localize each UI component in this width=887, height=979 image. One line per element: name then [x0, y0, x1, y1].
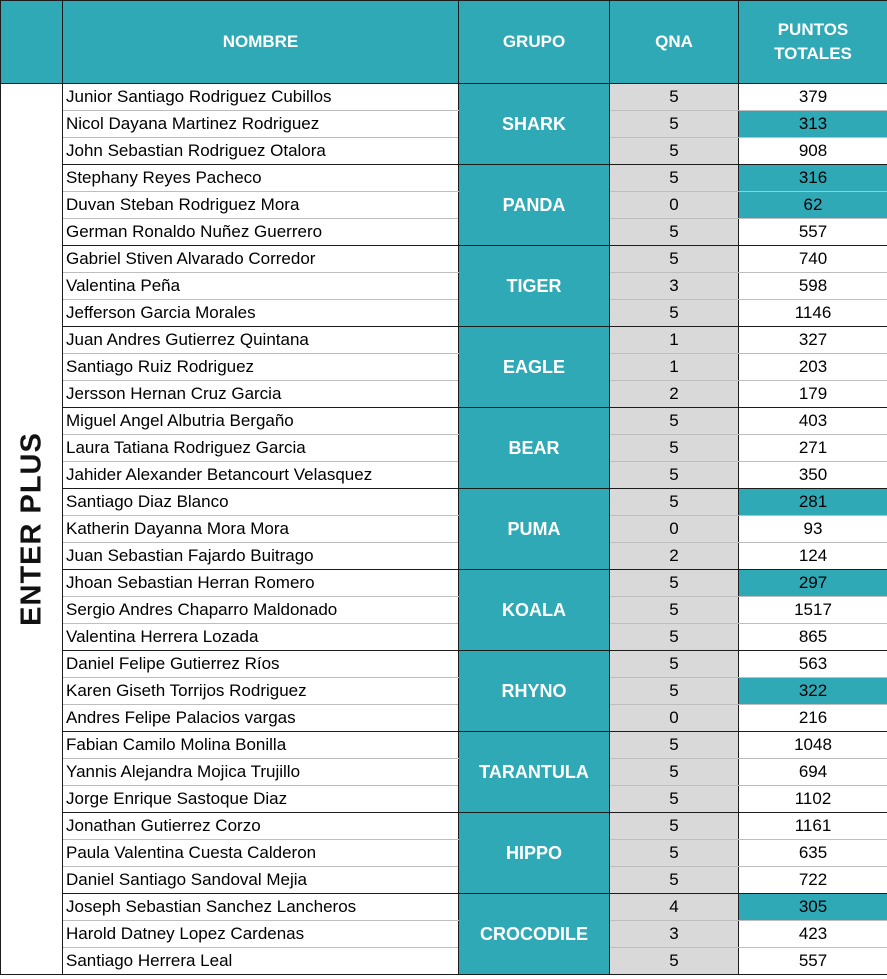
table-row	[1, 759, 887, 786]
member-qna: 0	[610, 192, 739, 219]
member-points: 305	[739, 894, 887, 921]
table-body	[1, 84, 887, 975]
member-points: 740	[739, 246, 887, 273]
member-points: 1102	[739, 786, 887, 813]
group-name: TIGER	[459, 246, 610, 327]
table-row	[1, 192, 887, 219]
member-points: 316	[739, 165, 887, 192]
table-row	[1, 813, 887, 840]
member-name: Junior Santiago Rodriguez Cubillos	[63, 84, 459, 111]
member-points: 635	[739, 840, 887, 867]
member-qna: 5	[610, 948, 739, 975]
member-name: Andres Felipe Palacios vargas	[63, 705, 459, 732]
member-qna: 5	[610, 597, 739, 624]
table-row	[1, 435, 887, 462]
table-row	[1, 489, 887, 516]
group-name: HIPPO	[459, 813, 610, 894]
member-qna: 5	[610, 732, 739, 759]
member-name: Harold Datney Lopez Cardenas	[63, 921, 459, 948]
member-points: 722	[739, 867, 887, 894]
member-points: 297	[739, 570, 887, 597]
member-qna: 5	[610, 165, 739, 192]
member-qna: 5	[610, 300, 739, 327]
table-row	[1, 381, 887, 408]
table-row	[1, 138, 887, 165]
group-name: BEAR	[459, 408, 610, 489]
member-qna: 5	[610, 219, 739, 246]
member-qna: 5	[610, 678, 739, 705]
member-qna: 5	[610, 813, 739, 840]
member-qna: 5	[610, 111, 739, 138]
member-name: Valentina Peña	[63, 273, 459, 300]
member-points: 350	[739, 462, 887, 489]
table-row	[1, 570, 887, 597]
member-points: 1146	[739, 300, 887, 327]
table-row	[1, 894, 887, 921]
member-qna: 3	[610, 273, 739, 300]
member-points: 93	[739, 516, 887, 543]
table-row	[1, 678, 887, 705]
member-name: Valentina Herrera Lozada	[63, 624, 459, 651]
table-row	[1, 651, 887, 678]
member-name: Jahider Alexander Betancourt Velasquez	[63, 462, 459, 489]
table-row	[1, 246, 887, 273]
member-qna: 2	[610, 381, 739, 408]
table-row	[1, 219, 887, 246]
member-name: Joseph Sebastian Sanchez Lancheros	[63, 894, 459, 921]
member-points: 379	[739, 84, 887, 111]
member-points: 557	[739, 948, 887, 975]
member-name: Stephany Reyes Pacheco	[63, 165, 459, 192]
header-nombre: NOMBRE	[63, 1, 459, 84]
member-name: Duvan Steban Rodriguez Mora	[63, 192, 459, 219]
member-points: 281	[739, 489, 887, 516]
member-qna: 5	[610, 138, 739, 165]
group-name: KOALA	[459, 570, 610, 651]
member-points: 62	[739, 192, 887, 219]
table-row	[1, 867, 887, 894]
member-qna: 4	[610, 894, 739, 921]
member-name: Jorge Enrique Sastoque Diaz	[63, 786, 459, 813]
member-name: Daniel Felipe Gutierrez Ríos	[63, 651, 459, 678]
member-qna: 1	[610, 327, 739, 354]
member-name: Juan Andres Gutierrez Quintana	[63, 327, 459, 354]
member-name: Daniel Santiago Sandoval Mejia	[63, 867, 459, 894]
member-name: German Ronaldo Nuñez Guerrero	[63, 219, 459, 246]
member-points: 322	[739, 678, 887, 705]
member-name: Jonathan Gutierrez Corzo	[63, 813, 459, 840]
member-name: Katherin Dayanna Mora Mora	[63, 516, 459, 543]
member-points: 124	[739, 543, 887, 570]
header-row	[1, 1, 887, 84]
member-name: Sergio Andres Chaparro Maldonado	[63, 597, 459, 624]
side-label: ENTER PLUS	[15, 432, 47, 626]
table-row	[1, 840, 887, 867]
member-name: Paula Valentina Cuesta Calderon	[63, 840, 459, 867]
member-name: Karen Giseth Torrijos Rodriguez	[63, 678, 459, 705]
member-name: Jersson Hernan Cruz Garcia	[63, 381, 459, 408]
member-qna: 0	[610, 705, 739, 732]
table-row	[1, 624, 887, 651]
member-qna: 5	[610, 840, 739, 867]
member-points: 271	[739, 435, 887, 462]
member-name: Laura Tatiana Rodriguez Garcia	[63, 435, 459, 462]
member-name: Jhoan Sebastian Herran Romero	[63, 570, 459, 597]
group-name: PANDA	[459, 165, 610, 246]
table-row	[1, 354, 887, 381]
member-points: 313	[739, 111, 887, 138]
table-row	[1, 921, 887, 948]
member-points: 423	[739, 921, 887, 948]
table-row	[1, 273, 887, 300]
member-name: Nicol Dayana Martinez Rodriguez	[63, 111, 459, 138]
table-row	[1, 786, 887, 813]
member-name: Yannis Alejandra Mojica Trujillo	[63, 759, 459, 786]
table-row	[1, 111, 887, 138]
member-qna: 5	[610, 759, 739, 786]
group-name: SHARK	[459, 84, 610, 165]
table-row	[1, 543, 887, 570]
table-row	[1, 327, 887, 354]
member-points: 403	[739, 408, 887, 435]
member-qna: 3	[610, 921, 739, 948]
member-name: Santiago Diaz Blanco	[63, 489, 459, 516]
header-qna: QNA	[610, 1, 739, 84]
member-name: Santiago Ruiz Rodriguez	[63, 354, 459, 381]
group-name: EAGLE	[459, 327, 610, 408]
member-name: Juan Sebastian Fajardo Buitrago	[63, 543, 459, 570]
member-name: John Sebastian Rodriguez Otalora	[63, 138, 459, 165]
member-points: 908	[739, 138, 887, 165]
member-points: 327	[739, 327, 887, 354]
member-points: 1048	[739, 732, 887, 759]
member-points: 563	[739, 651, 887, 678]
header-puntos-line1: PUNTOS	[777, 20, 849, 39]
member-points: 203	[739, 354, 887, 381]
member-points: 865	[739, 624, 887, 651]
member-points: 179	[739, 381, 887, 408]
member-qna: 5	[610, 624, 739, 651]
member-name: Miguel Angel Albutria Bergaño	[63, 408, 459, 435]
table-row	[1, 84, 887, 111]
member-name: Santiago Herrera Leal	[63, 948, 459, 975]
table-row	[1, 516, 887, 543]
member-qna: 5	[610, 786, 739, 813]
header-puntos-totales	[739, 1, 887, 84]
group-name: TARANTULA	[459, 732, 610, 813]
member-name: Jefferson Garcia Morales	[63, 300, 459, 327]
member-qna: 5	[610, 408, 739, 435]
group-name: PUMA	[459, 489, 610, 570]
header-corner	[1, 1, 63, 84]
table-row	[1, 408, 887, 435]
member-qna: 5	[610, 651, 739, 678]
table-row	[1, 462, 887, 489]
member-qna: 5	[610, 867, 739, 894]
group-name: CROCODILE	[459, 894, 610, 975]
member-qna: 5	[610, 489, 739, 516]
member-points: 598	[739, 273, 887, 300]
member-qna: 5	[610, 570, 739, 597]
header-puntos-line2: TOTALES	[774, 44, 852, 63]
side-label-cell	[1, 84, 63, 975]
member-qna: 0	[610, 516, 739, 543]
member-name: Fabian Camilo Molina Bonilla	[63, 732, 459, 759]
member-points: 1517	[739, 597, 887, 624]
table-row	[1, 597, 887, 624]
group-name: RHYNO	[459, 651, 610, 732]
table-row	[1, 165, 887, 192]
member-qna: 5	[610, 462, 739, 489]
table-row	[1, 948, 887, 975]
member-points: 1161	[739, 813, 887, 840]
header-grupo: GRUPO	[459, 1, 610, 84]
member-qna: 5	[610, 246, 739, 273]
member-name: Gabriel Stiven Alvarado Corredor	[63, 246, 459, 273]
member-points: 216	[739, 705, 887, 732]
member-points: 557	[739, 219, 887, 246]
table-row	[1, 300, 887, 327]
member-qna: 2	[610, 543, 739, 570]
member-qna: 1	[610, 354, 739, 381]
member-points: 694	[739, 759, 887, 786]
table-row	[1, 705, 887, 732]
member-qna: 5	[610, 84, 739, 111]
member-qna: 5	[610, 435, 739, 462]
table-row	[1, 732, 887, 759]
